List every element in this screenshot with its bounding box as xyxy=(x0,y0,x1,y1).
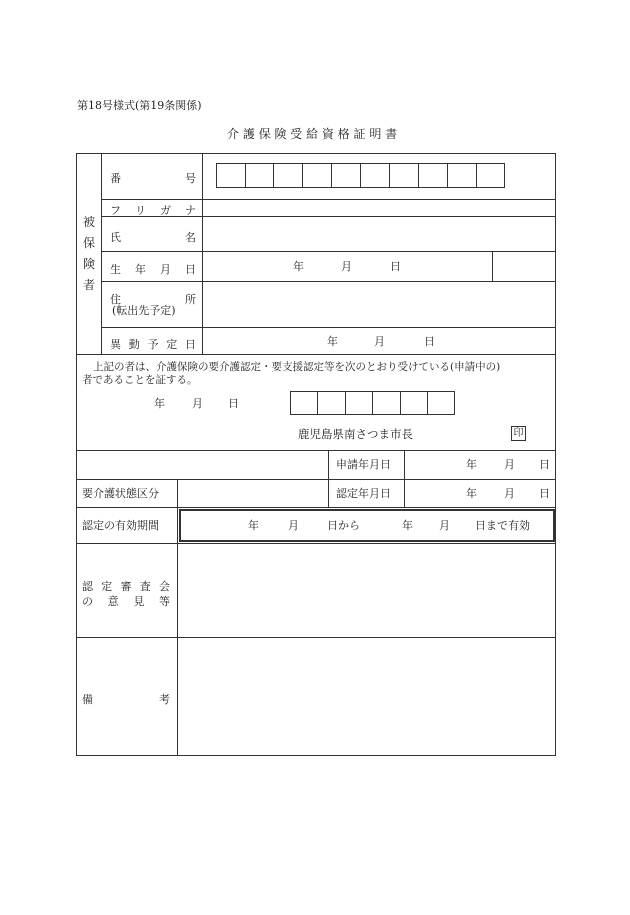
address-note: (転出先予定) xyxy=(112,304,176,317)
certification-date-month: 月 xyxy=(192,397,203,410)
statement-line-2: 者であることを証する。 xyxy=(82,374,198,386)
page: 第18号様式(第19条関係) 介 護 保 険 受 給 資 格 証 明 書 被 保 険 者 番 号 フ リ ガ ナ 氏 名 生 年 月 日 年 月 日 住 所 (転出先予定) 異 動 予 定 日 年 月 日 上記の者は、介護保険の要介護認定・要支援認定等を次のとおり受けている(申請中の) 者であることを証する。 年 月 日 鹿児島県南さつま市長 印 申請年月日 年 月 日 要介護状態区分 認定年月日 年 月 日 認定の有効期間 年 月 日から 年 月 日まで有効 認 定 審 査 会 の 意 見 等 備 考 xyxy=(0,0,630,915)
furigana-label: フ リ ガ ナ xyxy=(110,204,196,217)
seal-mark: 印 xyxy=(511,426,526,441)
remarks-field[interactable] xyxy=(178,638,555,755)
review-opinion-field[interactable] xyxy=(178,544,555,636)
name-field[interactable] xyxy=(203,217,555,250)
statement-line-1: 上記の者は、介護保険の要介護認定・要支援認定等を次のとおり受けている(申請中の) xyxy=(93,361,501,373)
review-opinion-label-line-1: 認 定 審 査 会 xyxy=(82,580,170,593)
remarks-label: 備 考 xyxy=(82,693,170,706)
address-label: 住 所 xyxy=(110,293,196,306)
gender-field[interactable] xyxy=(493,252,555,280)
number-label: 番 号 xyxy=(110,172,196,185)
application-date-label: 申請年月日 xyxy=(336,458,391,471)
issuer-name: 鹿児島県南さつま市長 xyxy=(298,427,413,441)
care-status-label: 要介護状態区分 xyxy=(82,487,159,500)
document-title: 介 護 保 険 受 給 資 格 証 明 書 xyxy=(227,127,398,141)
form-number: 第18号様式(第19条関係) xyxy=(77,99,202,112)
validity-period-label: 認定の有効期間 xyxy=(82,519,159,532)
approval-date-field[interactable] xyxy=(405,480,555,506)
name-label: 氏 名 xyxy=(110,231,196,244)
certification-date-year: 年 xyxy=(154,397,165,410)
address-field[interactable] xyxy=(203,282,555,326)
furigana-field[interactable] xyxy=(203,200,555,215)
certification-date-day: 日 xyxy=(228,397,239,410)
insured-section-label: 被 保 険 者 xyxy=(82,215,95,292)
birthdate-label: 生 年 月 日 xyxy=(110,263,196,276)
blank-field[interactable] xyxy=(77,451,327,478)
care-status-field[interactable] xyxy=(178,480,327,506)
review-opinion-label-line-2: の 意 見 等 xyxy=(82,595,170,608)
application-date-field[interactable] xyxy=(405,451,555,478)
approval-date-label: 認定年月日 xyxy=(336,487,391,500)
transfer-date-label: 異 動 予 定 日 xyxy=(110,338,196,351)
insured-label-divider xyxy=(101,153,102,354)
